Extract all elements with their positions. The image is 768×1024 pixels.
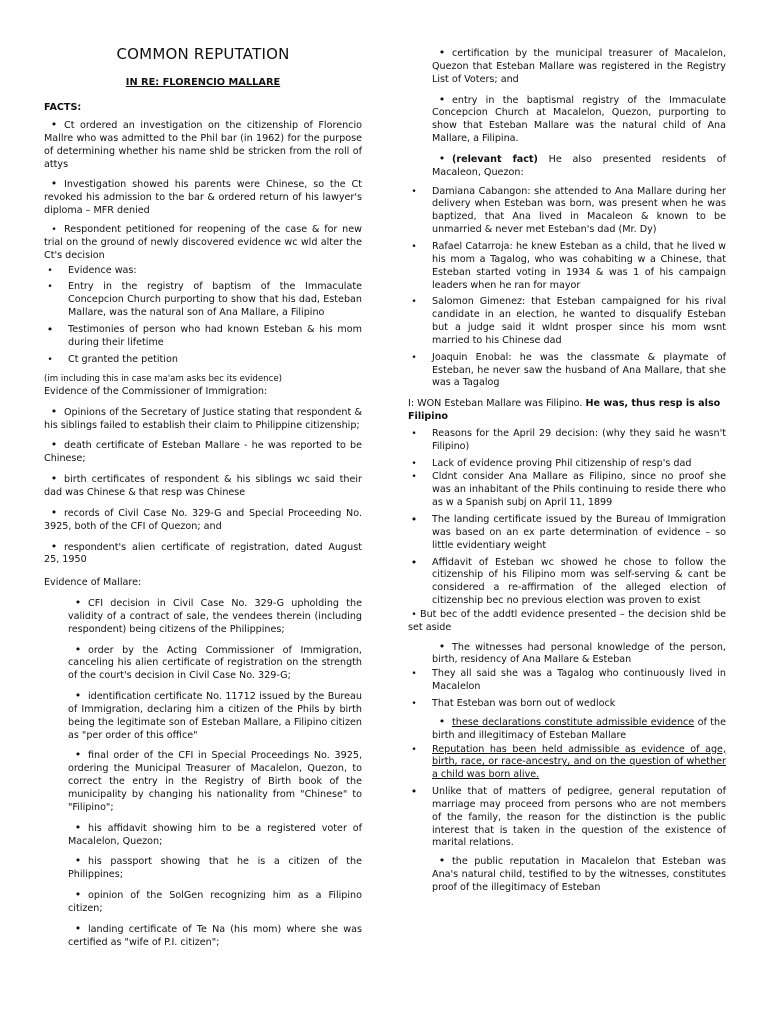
case-title: IN RE: FLORENCIO MALLARE [125,77,281,89]
facts-paragraph: • Ct ordered an investigation on the citizenship of Florencio Mallre who was admitted to the Phil bar (in 1962) for the purpose of determining whether his name shld be stricken from the roll of attys [44,118,362,170]
evidence-item: • Opinions of the Secretary of Justice stating that respondent & his siblings failed to establish their claim to Philippine citizenship; [44,404,362,431]
evidence-item: • final order of the CFI in Special Proceedings No. 3925, ordering the Municipal Treasurer of Macalelon, Quezon, to correct the entry in the Registry of Birth book of the municipality by changing his nationality from "Chinese" to "Filipino"; [68,748,362,813]
bullet-icon: • [74,642,82,656]
ruling-item: • They all said she was a Tagalog who continuously lived in Macalelon [408,668,726,694]
bullet-icon: • [50,505,58,519]
bullet-icon: • [411,609,417,620]
bullet-icon: • [50,539,58,553]
facts-paragraph: • Investigation showed his parents were Chinese, so the Ct revoked his admission to the bar & ordered return of his lawyer's diploma – MFR denied [44,177,362,217]
bullet-icon: • [438,151,446,165]
evidence-item: • records of Civil Case No. 329-G and Special Proceeding No. 3925, both of the CFI of Quezon; and [44,505,362,532]
evidence-item: • respondent's alien certificate of registration, dated August 25, 1950 [44,539,362,566]
bullet-icon: • [74,689,82,703]
bullet-icon: • [51,224,57,235]
bullet-icon: • [74,748,82,762]
evidence-item: • certification by the municipal treasurer of Macalelon, Quezon that Esteban Mallare was registered in the Registry List of Voters; and [432,46,726,85]
bullet-icon: • [50,404,58,418]
witness-item: • Damiana Cabangon: she attended to Ana Mallare during her delivery when Esteban was born, was present when he was baptized, that Ana lived in Macaleon & known to be unmarried & never met Esteban's dad (Mr. Dy) [408,186,726,237]
bullet-icon: • [438,92,446,106]
bullet-icon: • [50,472,58,486]
ruling-item: • The landing certificate issued by the Bureau of Immigration was based on an ex parte determination of evidence – so little evidentiary weight [408,514,726,553]
bullet-icon: • [74,820,82,834]
evidence-item: • (relevant fact) He also presented residents of Macaleon, Quezon: [432,151,726,178]
evidence-item: • death certificate of Esteban Mallare - he was reported to be Chinese; [44,438,362,465]
bullet-icon: • [50,177,58,191]
witness-item: • Salomon Gimenez: that Esteban campaigned for his rival candidate in an election, he wanted to disqualify Esteban but a judge said it wldnt prosper since his mom wsnt married to his Chinese dad [408,296,726,347]
evidence-item: • landing certificate of Te Na (his mom) where she was certified as "wife of P.I. citizen"; [68,921,362,948]
bullet-icon: • [74,596,82,610]
facts-heading: FACTS: [44,102,82,114]
ruling-item: • Reasons for the April 29 decision: (why they said he wasn't Filipino) [408,428,726,454]
evidence-item: • birth certificates of respondent & his siblings wc said their dad was Chinese & that resp was Chinese [44,472,362,498]
ruling-paragraph: • The witnesses had personal knowledge of the person, birth, residency of Ana Mallare & Esteban [432,639,726,666]
bullet-icon: • [438,639,446,653]
ruling-item: • Lack of evidence proving Phil citizenship of resp's dad [408,458,726,471]
bullet-icon: • [438,46,446,59]
facts-bullet: • Ct granted the petition [44,354,362,367]
ruling-item: • That Esteban was born out of wedlock [408,698,726,711]
facts-bullet: • Entry in the registry of baptism of the Immaculate Concepcion Church purporting to show that his dad, Esteban Mallare, was the natural son of Ana Mallare, a Filipino [44,281,362,320]
evidence-item: • entry in the baptismal registry of the Immaculate Concepcion Church at Macalelon, Quezon, purporting to show that Esteban Mallare was the natural child of Ana Mallare, a Filipina. [432,92,726,145]
facts-paragraph: • Respondent petitioned for reopening of the case & for new trial on the ground of newly discovered evidence wc wld alter the Ct's decision [44,223,362,261]
ruling-paragraph: • the public reputation in Macalelon that Esteban was Ana's natural child, testified to by the witnesses, constitutes proof of the illegitimacy of Esteban [432,854,726,893]
right-column [408,46,726,901]
bullet-icon: • [50,118,58,132]
facts-bullet: • Evidence was: [44,265,362,278]
document-title: COMMON REPUTATION [116,45,290,63]
evidence-item: • identification certificate No. 11712 issued by the Bureau of Immigration, declaring him a citizen of the Phils by birth being the legitimate son of Esteban Mallare, a Filipino citizen as "per order of this office" [68,689,362,741]
bullet-icon: • [74,921,82,935]
left-column [44,40,362,955]
evidence-item: • CFI decision in Civil Case No. 329-G upholding the validity of a contract of sale, the vendees therein (including respondent) being citizens of the Philippines; [68,596,362,635]
ruling-item: • Cldnt consider Ana Mallare as Filipino, since no proof she was an inhabitant of the Phils continuing to reside there who as w a Spanish subj on April 11, 1899 [408,471,726,510]
evidence-item: • his affidavit showing him to be a registered voter of Macalelon, Quezon; [68,820,362,847]
ruling-item: • Unlike that of matters of pedigree, general reputation of marriage may proceed from persons who are not members of the family, the reason for the distinction is the public interest that is taken in the question of the existence of marital relations. [408,786,726,850]
evidence-item: • his passport showing that he is a citizen of the Philippines; [68,854,362,881]
ruling-item: • Reputation has been held admissible as evidence of age, birth, race, or race-ancestry, and on the question of whether a child was born alive. [408,744,726,783]
facts-bullet: • Testimonies of person who had known Esteban & his mom during their lifetime [44,324,362,350]
witness-item: • Joaquin Enobal: he was the classmate & playmate of Esteban, he never saw the husband of Ana Mallare, that she was a Tagalog [408,352,726,391]
evidence-item: • order by the Acting Commissioner of Immigration, canceling his alien certificate of registration on the strength of the court's decision in Civil Case No. 329-G; [68,642,362,682]
commissioner-heading: Evidence of the Commissioner of Immigration: [44,385,268,397]
mallare-heading: Evidence of Mallare: [44,577,142,589]
ruling-paragraph: • these declarations constitute admissible evidence of the birth and illegitimacy of Esteban Mallare [432,714,726,741]
bullet-icon: • [438,714,446,728]
bullet-icon: • [74,854,82,868]
bullet-icon: • [50,438,58,452]
bullet-icon: • [74,888,82,902]
issue-statement: I: WON Esteban Mallare was Filipino. He was, thus resp is also Filipino [408,398,721,423]
evidence-item: • opinion of the SolGen recognizing him as a Filipino citizen; [68,888,362,914]
witness-item: • Rafael Catarroja: he knew Esteban as a child, that he lived w his mom a Tagalog, who was cohabiting w a Chinese, that Esteban started voting in 1934 & was 1 of his campaign leaders when he ran for mayor [408,241,726,292]
ruling-item: • Affidavit of Esteban wc showed he chose to follow the citizenship of his Filipino mom was self-serving & cant be considered a re-affirmation of the alleged election of citizenship bec no previous election was proven to exist [408,557,726,608]
bullet-icon: • [438,854,446,868]
ruling-paragraph: • But bec of the addtl evidence presented – the decision shld be set aside [408,608,726,633]
note-text: (im including this in case ma'am asks bec its evidence) [44,374,282,385]
